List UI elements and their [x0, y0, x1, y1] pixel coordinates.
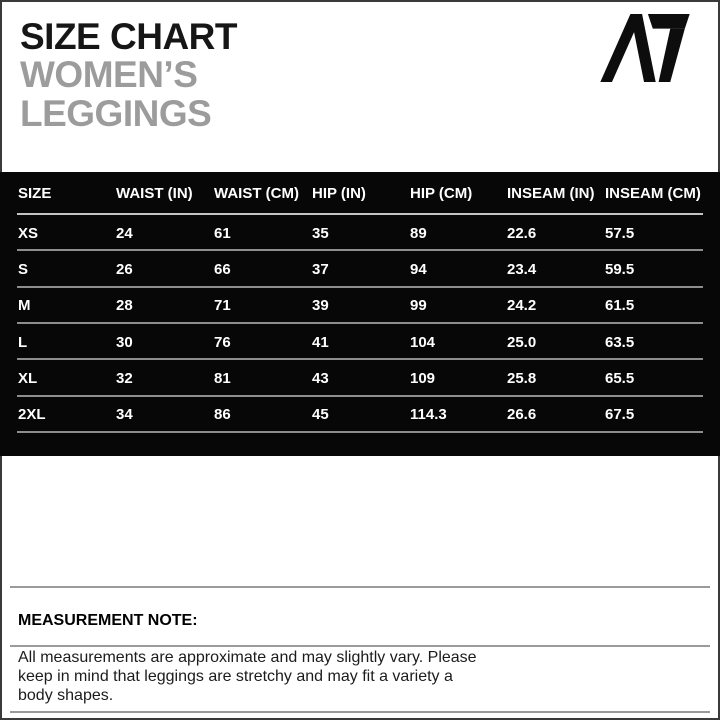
- subtitle-line-2: LEGGINGS: [20, 92, 212, 134]
- logo-seven-stem: [659, 29, 685, 82]
- table-row: [0, 251, 720, 287]
- size-chart-table: [0, 172, 720, 456]
- measurement-value: 61.5: [605, 297, 635, 315]
- measurement-value: 114.3: [410, 406, 447, 424]
- size-label: M: [18, 297, 31, 315]
- note-heading: MEASUREMENT NOTE:: [18, 612, 198, 629]
- measurement-value: 76: [214, 333, 231, 351]
- table-row: [0, 360, 720, 396]
- measurement-value: 22.6: [507, 224, 537, 242]
- measurement-value: 71: [214, 297, 231, 315]
- measurement-value: 24: [116, 224, 133, 242]
- size-label: S: [18, 260, 29, 278]
- measurement-value: 89: [410, 224, 427, 242]
- measurement-value: 99: [410, 297, 427, 315]
- chart-header-row: [0, 172, 720, 215]
- measurement-value: 65.5: [605, 369, 635, 387]
- table-row: [0, 324, 720, 360]
- measurement-value: 39: [312, 297, 329, 315]
- measurement-value: 25.8: [507, 369, 537, 387]
- note-text-line: All measurements are approximate and may slightly vary. Please: [18, 649, 477, 666]
- measurement-value: 26.6: [507, 406, 537, 424]
- measurement-value: 32: [116, 369, 133, 387]
- note-bottom-rule: [10, 711, 710, 713]
- note-text-line: body shapes.: [18, 687, 114, 704]
- note-middle-rule: [10, 645, 710, 647]
- a7-brand-logo-icon: [600, 14, 690, 82]
- column-header: WAIST (CM): [214, 185, 299, 202]
- size-label: L: [18, 333, 28, 351]
- measurement-value: 67.5: [605, 406, 635, 424]
- measurement-value: 109: [410, 369, 436, 387]
- page-title: SIZE CHART: [20, 16, 237, 57]
- table-row: [0, 397, 720, 433]
- measurement-value: 104: [410, 333, 436, 351]
- measurement-value: 37: [312, 260, 329, 278]
- measurement-value: 23.4: [507, 260, 537, 278]
- size-label: XS: [18, 224, 39, 242]
- size-label: XL: [18, 369, 38, 387]
- column-header: WAIST (IN): [116, 185, 193, 202]
- measurement-value: 25.0: [507, 333, 537, 351]
- subtitle-line-1: WOMEN’S: [20, 54, 198, 95]
- table-row: [0, 288, 720, 324]
- note-top-rule: [10, 586, 710, 588]
- size-label: 2XL: [18, 406, 46, 424]
- measurement-value: 24.2: [507, 297, 537, 315]
- measurement-value: 81: [214, 369, 231, 387]
- measurement-value: 59.5: [605, 260, 635, 278]
- table-row: [0, 215, 720, 251]
- column-header: INSEAM (IN): [507, 185, 595, 202]
- column-header: HIP (CM): [410, 185, 473, 202]
- measurement-value: 30: [116, 333, 133, 351]
- measurement-value: 45: [312, 406, 329, 424]
- header: [20, 18, 237, 133]
- note-text-line: keep in mind that leggings are stretchy and may fit a variety a: [18, 668, 453, 685]
- measurement-value: 41: [312, 333, 329, 351]
- chart-body: [0, 215, 720, 433]
- measurement-value: 66: [214, 260, 231, 278]
- column-header: HIP (IN): [312, 185, 366, 202]
- measurement-value: 34: [116, 406, 133, 424]
- measurement-value: 26: [116, 260, 133, 278]
- measurement-value: 94: [410, 260, 427, 278]
- measurement-value: 43: [312, 369, 329, 387]
- measurement-value: 61: [214, 224, 231, 242]
- column-header: INSEAM (CM): [605, 185, 701, 202]
- measurement-value: 86: [214, 406, 231, 424]
- measurement-value: 35: [312, 224, 329, 242]
- measurement-value: 28: [116, 297, 133, 315]
- note-body: [18, 648, 477, 705]
- measurement-value: 57.5: [605, 224, 635, 242]
- measurement-value: 63.5: [605, 333, 635, 351]
- logo-seven-bar: [648, 14, 690, 29]
- column-header: SIZE: [18, 185, 52, 202]
